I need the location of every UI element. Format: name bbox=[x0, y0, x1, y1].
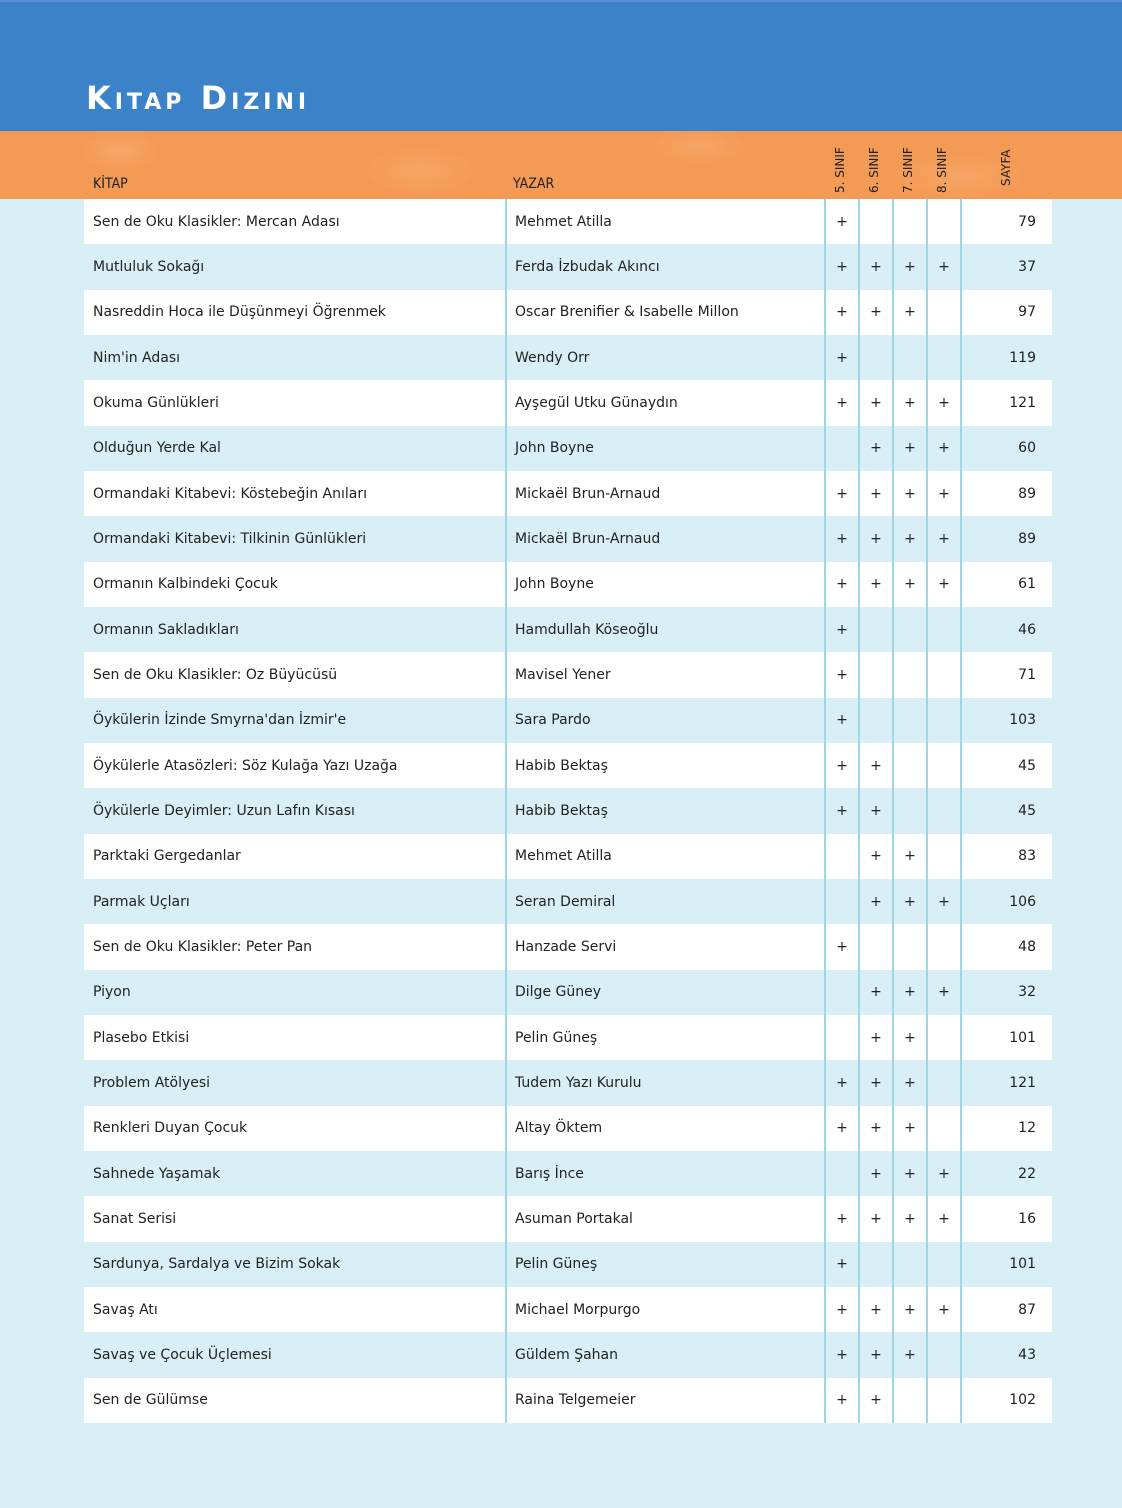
column-header-grade-7: 7. SINIF bbox=[901, 147, 915, 193]
grade-6-mark: + bbox=[858, 879, 892, 924]
column-header-author: YAZAR bbox=[513, 176, 555, 192]
author-cell: Michael Morpurgo bbox=[505, 1287, 824, 1332]
table-row bbox=[84, 1060, 1052, 1105]
grade-6-mark: + bbox=[858, 1287, 892, 1332]
author-cell: Hanzade Servi bbox=[505, 924, 824, 969]
page-number-cell: 45 bbox=[960, 743, 1052, 788]
book-title-cell: Ormanın Sakladıkları bbox=[93, 621, 239, 638]
grade-8-mark: + bbox=[926, 471, 960, 516]
book-title-cell: Sardunya, Sardalya ve Bizim Sokak bbox=[93, 1256, 341, 1273]
page-number-cell: 48 bbox=[960, 924, 1052, 969]
page-number-cell: 101 bbox=[960, 1015, 1052, 1060]
grade-8-mark: + bbox=[926, 1196, 960, 1241]
table-row bbox=[84, 834, 1052, 879]
table-row bbox=[84, 1287, 1052, 1332]
grade-5-mark bbox=[824, 879, 858, 924]
author-cell: Mehmet Atilla bbox=[505, 834, 824, 879]
grade-8-mark bbox=[926, 1015, 960, 1060]
grade-7-mark bbox=[892, 607, 926, 652]
grade-7-mark: + bbox=[892, 1060, 926, 1105]
page-number-cell: 43 bbox=[960, 1332, 1052, 1377]
grade-8-mark: + bbox=[926, 1287, 960, 1332]
grade-7-mark bbox=[892, 788, 926, 833]
grade-7-mark bbox=[892, 1242, 926, 1287]
grade-8-mark: + bbox=[926, 1151, 960, 1196]
author-cell: Asuman Portakal bbox=[505, 1196, 824, 1241]
book-title-cell: Nasreddin Hoca ile Düşünmeyi Öğrenmek bbox=[93, 304, 386, 321]
table-row bbox=[84, 244, 1052, 289]
table-row bbox=[84, 652, 1052, 697]
grade-7-mark: + bbox=[892, 1332, 926, 1377]
grade-8-mark bbox=[926, 199, 960, 244]
grade-5-mark: + bbox=[824, 199, 858, 244]
author-cell: Barış İnce bbox=[505, 1151, 824, 1196]
grade-8-mark: + bbox=[926, 380, 960, 425]
author-cell: Raina Telgemeier bbox=[505, 1378, 824, 1423]
author-cell: Habib Bektaş bbox=[505, 788, 824, 833]
book-title-cell: Piyon bbox=[93, 984, 131, 1001]
grade-7-mark bbox=[892, 199, 926, 244]
book-title-cell: Okuma Günlükleri bbox=[93, 394, 219, 411]
author-cell: Seran Demiral bbox=[505, 879, 824, 924]
table-row bbox=[84, 879, 1052, 924]
page-number-cell: 87 bbox=[960, 1287, 1052, 1332]
grade-5-mark: + bbox=[824, 607, 858, 652]
table-row bbox=[84, 516, 1052, 561]
page-number-cell: 45 bbox=[960, 788, 1052, 833]
grade-6-mark: + bbox=[858, 1060, 892, 1105]
book-index-table bbox=[84, 199, 1052, 1423]
grade-5-mark: + bbox=[824, 1060, 858, 1105]
grade-7-mark: + bbox=[892, 290, 926, 335]
grade-6-mark: + bbox=[858, 426, 892, 471]
author-cell: Mehmet Atilla bbox=[505, 199, 824, 244]
grade-5-mark bbox=[824, 1151, 858, 1196]
table-row bbox=[84, 924, 1052, 969]
book-title-cell: Öykülerle Atasözleri: Söz Kulağa Yazı Uzağa bbox=[93, 757, 398, 774]
table-row bbox=[84, 199, 1052, 244]
grade-8-mark bbox=[926, 652, 960, 697]
author-cell: Mickaël Brun-Arnaud bbox=[505, 516, 824, 561]
grade-6-mark: + bbox=[858, 471, 892, 516]
author-cell: Wendy Orr bbox=[505, 335, 824, 380]
book-title-cell: Renkleri Duyan Çocuk bbox=[93, 1120, 248, 1137]
page-number-cell: 79 bbox=[960, 199, 1052, 244]
book-title-cell: Sanat Serisi bbox=[93, 1210, 177, 1227]
page-number-cell: 119 bbox=[960, 335, 1052, 380]
grade-8-mark bbox=[926, 1378, 960, 1423]
table-row bbox=[84, 1151, 1052, 1196]
grade-7-mark: + bbox=[892, 1106, 926, 1151]
page-number-cell: 103 bbox=[960, 698, 1052, 743]
book-title-cell: Parmak Uçları bbox=[93, 893, 190, 910]
author-cell: Pelin Güneş bbox=[505, 1242, 824, 1287]
book-title-cell: Parktaki Gergedanlar bbox=[93, 848, 241, 865]
grade-6-mark bbox=[858, 652, 892, 697]
page-number-cell: 61 bbox=[960, 562, 1052, 607]
page-number-cell: 16 bbox=[960, 1196, 1052, 1241]
page-number-cell: 60 bbox=[960, 426, 1052, 471]
grade-5-mark: + bbox=[824, 1242, 858, 1287]
author-cell: Oscar Brenifier & Isabelle Millon bbox=[505, 290, 824, 335]
grade-7-mark: + bbox=[892, 471, 926, 516]
author-cell: John Boyne bbox=[505, 562, 824, 607]
grade-5-mark bbox=[824, 1015, 858, 1060]
author-cell: Tudem Yazı Kurulu bbox=[505, 1060, 824, 1105]
book-title-cell: Mutluluk Sokağı bbox=[93, 258, 205, 275]
grade-7-mark bbox=[892, 652, 926, 697]
grade-5-mark bbox=[824, 426, 858, 471]
book-title-cell: Olduğun Yerde Kal bbox=[93, 440, 221, 457]
grade-6-mark: + bbox=[858, 1106, 892, 1151]
grade-7-mark: + bbox=[892, 1196, 926, 1241]
grade-7-mark: + bbox=[892, 1015, 926, 1060]
grade-7-mark: + bbox=[892, 516, 926, 561]
grade-5-mark: + bbox=[824, 335, 858, 380]
grade-5-mark: + bbox=[824, 562, 858, 607]
author-cell: Dilge Güney bbox=[505, 970, 824, 1015]
grade-8-mark: + bbox=[926, 244, 960, 289]
table-row bbox=[84, 1015, 1052, 1060]
grade-8-mark bbox=[926, 1060, 960, 1105]
grade-7-mark bbox=[892, 743, 926, 788]
grade-8-mark bbox=[926, 607, 960, 652]
grade-7-mark: + bbox=[892, 244, 926, 289]
page-title: Kitap Dizini bbox=[86, 79, 311, 117]
author-cell: Ferda İzbudak Akıncı bbox=[505, 244, 824, 289]
table-row bbox=[84, 1242, 1052, 1287]
grade-8-mark bbox=[926, 834, 960, 879]
table-row bbox=[84, 698, 1052, 743]
grade-8-mark bbox=[926, 335, 960, 380]
page-number-cell: 89 bbox=[960, 471, 1052, 516]
grade-6-mark: + bbox=[858, 1015, 892, 1060]
grade-8-mark bbox=[926, 788, 960, 833]
book-title-cell: Sen de Oku Klasikler: Mercan Adası bbox=[93, 213, 340, 230]
book-title-cell: Sahnede Yaşamak bbox=[93, 1165, 221, 1182]
grade-8-mark: + bbox=[926, 879, 960, 924]
grade-6-mark: + bbox=[858, 562, 892, 607]
table-row bbox=[84, 1378, 1052, 1423]
grade-6-mark: + bbox=[858, 516, 892, 561]
author-cell: Hamdullah Köseoğlu bbox=[505, 607, 824, 652]
grade-5-mark: + bbox=[824, 698, 858, 743]
table-row bbox=[84, 562, 1052, 607]
grade-6-mark: + bbox=[858, 1378, 892, 1423]
grade-5-mark: + bbox=[824, 1378, 858, 1423]
grade-5-mark: + bbox=[824, 788, 858, 833]
table-row bbox=[84, 1106, 1052, 1151]
grade-8-mark bbox=[926, 924, 960, 969]
book-title-cell: Plasebo Etkisi bbox=[93, 1029, 190, 1046]
book-title-cell: Problem Atölyesi bbox=[93, 1074, 211, 1091]
book-title-cell: Sen de Oku Klasikler: Oz Büyücüsü bbox=[93, 666, 338, 683]
book-title-cell: Sen de Gülümse bbox=[93, 1392, 208, 1409]
table-row bbox=[84, 335, 1052, 380]
grade-5-mark: + bbox=[824, 290, 858, 335]
page-number-cell: 71 bbox=[960, 652, 1052, 697]
grade-5-mark: + bbox=[824, 1196, 858, 1241]
grade-7-mark: + bbox=[892, 562, 926, 607]
table-row bbox=[84, 970, 1052, 1015]
grade-6-mark: + bbox=[858, 380, 892, 425]
page-number-cell: 89 bbox=[960, 516, 1052, 561]
author-cell: John Boyne bbox=[505, 426, 824, 471]
book-title-cell: Sen de Oku Klasikler: Peter Pan bbox=[93, 938, 313, 955]
grade-5-mark: + bbox=[824, 924, 858, 969]
grade-7-mark: + bbox=[892, 1151, 926, 1196]
column-header-grade-6: 6. SINIF bbox=[867, 147, 881, 193]
author-cell: Sara Pardo bbox=[505, 698, 824, 743]
grade-6-mark: + bbox=[858, 290, 892, 335]
grade-5-mark: + bbox=[824, 652, 858, 697]
grade-5-mark: + bbox=[824, 743, 858, 788]
grade-5-mark: + bbox=[824, 1287, 858, 1332]
grade-5-mark bbox=[824, 834, 858, 879]
page-number-cell: 83 bbox=[960, 834, 1052, 879]
column-header-grade-8: 8. SINIF bbox=[935, 147, 949, 193]
book-title-cell: Ormandaki Kitabevi: Köstebeğin Anıları bbox=[93, 485, 368, 502]
grade-6-mark: + bbox=[858, 743, 892, 788]
author-cell: Ayşegül Utku Günaydın bbox=[505, 380, 824, 425]
table-row bbox=[84, 607, 1052, 652]
grade-8-mark: + bbox=[926, 516, 960, 561]
table-row bbox=[84, 471, 1052, 516]
grade-7-mark: + bbox=[892, 834, 926, 879]
page-number-cell: 106 bbox=[960, 879, 1052, 924]
grade-6-mark: + bbox=[858, 970, 892, 1015]
grade-6-mark: + bbox=[858, 834, 892, 879]
grade-8-mark bbox=[926, 1106, 960, 1151]
author-cell: Güldem Şahan bbox=[505, 1332, 824, 1377]
author-cell: Mickaël Brun-Arnaud bbox=[505, 471, 824, 516]
grade-7-mark: + bbox=[892, 1287, 926, 1332]
book-title-cell: Nim'in Adası bbox=[93, 349, 181, 366]
grade-5-mark: + bbox=[824, 1106, 858, 1151]
book-title-cell: Ormanın Kalbindeki Çocuk bbox=[93, 576, 278, 593]
author-cell: Pelin Güneş bbox=[505, 1015, 824, 1060]
grade-7-mark bbox=[892, 698, 926, 743]
page-number-cell: 37 bbox=[960, 244, 1052, 289]
grade-8-mark: + bbox=[926, 970, 960, 1015]
grade-6-mark: + bbox=[858, 1151, 892, 1196]
table-row bbox=[84, 788, 1052, 833]
book-title-cell: Savaş Atı bbox=[93, 1301, 158, 1318]
book-title-cell: Savaş ve Çocuk Üçlemesi bbox=[93, 1346, 272, 1363]
grade-6-mark: + bbox=[858, 1332, 892, 1377]
page-number-cell: 22 bbox=[960, 1151, 1052, 1196]
grade-5-mark: + bbox=[824, 471, 858, 516]
grade-8-mark bbox=[926, 1332, 960, 1377]
page-number-cell: 101 bbox=[960, 1242, 1052, 1287]
grade-8-mark bbox=[926, 743, 960, 788]
grade-5-mark: + bbox=[824, 516, 858, 561]
grade-5-mark bbox=[824, 970, 858, 1015]
grade-6-mark: + bbox=[858, 1196, 892, 1241]
book-title-cell: Öykülerle Deyimler: Uzun Lafın Kısası bbox=[93, 802, 355, 819]
page-number-cell: 32 bbox=[960, 970, 1052, 1015]
grade-5-mark: + bbox=[824, 1332, 858, 1377]
grade-7-mark bbox=[892, 1378, 926, 1423]
grade-6-mark bbox=[858, 607, 892, 652]
table-row bbox=[84, 380, 1052, 425]
grade-8-mark: + bbox=[926, 562, 960, 607]
author-cell: Altay Öktem bbox=[505, 1106, 824, 1151]
grade-6-mark bbox=[858, 698, 892, 743]
grade-7-mark bbox=[892, 924, 926, 969]
table-row bbox=[84, 290, 1052, 335]
grade-6-mark bbox=[858, 335, 892, 380]
grade-5-mark: + bbox=[824, 380, 858, 425]
grade-6-mark bbox=[858, 924, 892, 969]
table-row bbox=[84, 1196, 1052, 1241]
page-number-cell: 121 bbox=[960, 380, 1052, 425]
column-header-grade-5: 5. SINIF bbox=[833, 147, 847, 193]
grade-6-mark bbox=[858, 1242, 892, 1287]
grade-7-mark: + bbox=[892, 879, 926, 924]
page-number-cell: 46 bbox=[960, 607, 1052, 652]
page-number-cell: 121 bbox=[960, 1060, 1052, 1105]
book-title-cell: Öykülerin İzinde Smyrna'dan İzmir'e bbox=[93, 712, 347, 729]
grade-6-mark: + bbox=[858, 244, 892, 289]
grade-6-mark bbox=[858, 199, 892, 244]
column-header-page: SAYFA bbox=[999, 149, 1013, 186]
column-header-book: KİTAP bbox=[93, 176, 128, 192]
grade-5-mark: + bbox=[824, 244, 858, 289]
grade-8-mark bbox=[926, 1242, 960, 1287]
grade-7-mark: + bbox=[892, 380, 926, 425]
grade-7-mark: + bbox=[892, 426, 926, 471]
table-row bbox=[84, 426, 1052, 471]
book-title-cell: Ormandaki Kitabevi: Tilkinin Günlükleri bbox=[93, 530, 367, 547]
table-row bbox=[84, 743, 1052, 788]
title-band bbox=[0, 0, 1122, 131]
grade-8-mark bbox=[926, 290, 960, 335]
table-row bbox=[84, 1332, 1052, 1377]
author-cell: Habib Bektaş bbox=[505, 743, 824, 788]
page-number-cell: 102 bbox=[960, 1378, 1052, 1423]
author-cell: Mavisel Yener bbox=[505, 652, 824, 697]
grade-6-mark: + bbox=[858, 788, 892, 833]
grade-8-mark: + bbox=[926, 426, 960, 471]
page-number-cell: 12 bbox=[960, 1106, 1052, 1151]
page-number-cell: 97 bbox=[960, 290, 1052, 335]
table-header-band bbox=[0, 131, 1122, 199]
grade-8-mark bbox=[926, 698, 960, 743]
grade-7-mark bbox=[892, 335, 926, 380]
grade-7-mark: + bbox=[892, 970, 926, 1015]
